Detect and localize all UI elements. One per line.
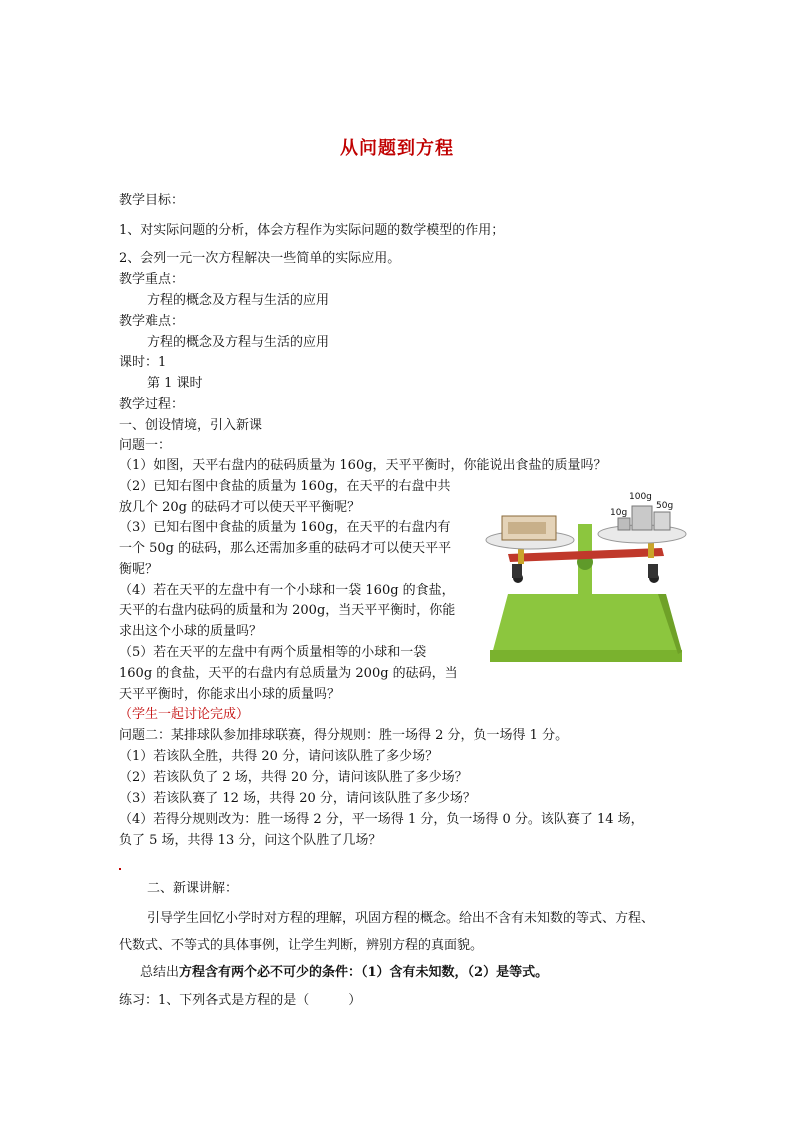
question-1-item-5a: （5）若在天平的左盘中有两个质量相等的小球和一袋 <box>119 645 427 660</box>
difficulties-text: 方程的概念及方程与生活的应用 <box>147 335 330 350</box>
lecture-paragraph-1a: 引导学生回忆小学时对方程的理解，巩固方程的概念。给出不含有未知数的等式、方程、 <box>147 911 655 926</box>
question-1-item-1: （1）如图，天平右盘内的砝码质量为 160g，天平平衡时，你能说出食盐的质量吗？ <box>119 458 607 473</box>
objective-2: 2、会列一元一次方程解决一些简单的实际应用。 <box>119 251 401 266</box>
question-2-item-4a: （4）若得分规则改为：胜一场得 2 分，平一场得 1 分，负一场得 0 分。该队赛了 14 场， <box>119 812 644 827</box>
balance-scale-figure <box>482 486 690 668</box>
weight-label-100g: 100g <box>629 492 652 502</box>
marker-dot <box>119 868 121 870</box>
question-1-item-4c: 求出这个小球的质量吗？ <box>119 624 263 639</box>
difficulties-heading: 教学难点： <box>119 314 185 329</box>
lesson-hours: 课时：1 <box>119 355 167 370</box>
question-2-item-2: （2）若该队负了 2 场，共得 20 分，请问该队胜了多少场？ <box>119 770 468 785</box>
question-1-heading: 问题一： <box>119 438 172 453</box>
balance-scale-illustration <box>482 486 690 668</box>
section-1-heading: 一、创设情境，引入新课 <box>119 418 263 433</box>
question-1-item-5c: 天平平衡时，你能求出小球的质量吗？ <box>119 687 341 702</box>
question-1-item-4b: 天平的右盘内砝码的质量和为 200g，当天平平衡时，你能 <box>119 603 456 618</box>
question-2-item-4b: 负了 5 场，共得 13 分，问这个队胜了几场？ <box>119 833 382 848</box>
question-1-item-3c: 衡呢？ <box>119 562 159 577</box>
section-2-heading: 二、新课讲解： <box>147 881 239 896</box>
question-1-item-3a: （3）已知右图中食盐的质量为 160g，在天平的右盘内有 <box>119 520 451 535</box>
weight-label-10g: 10g <box>610 508 628 518</box>
question-1-item-2b: 放几个 20g 的砝码才可以使天平平衡呢？ <box>119 500 361 515</box>
lesson-number: 第 1 课时 <box>147 376 203 391</box>
question-1-item-5b: 160g 的食盐，天平的右盘内有总质量为 200g 的砝码，当 <box>119 666 458 681</box>
question-1-item-2a: （2）已知右图中食盐的质量为 160g，在天平的右盘中共 <box>119 479 451 494</box>
exercise-1: 练习：1、下列各式是方程的是（ ） <box>119 993 362 1008</box>
question-2-item-3: （3）若该队赛了 12 场，共得 20 分，请问该队胜了多少场？ <box>119 791 476 806</box>
question-2-heading: 问题二：某排球队参加排球联赛，得分规则：胜一场得 2 分，负一场得 1 分。 <box>119 728 569 743</box>
question-1-item-3b: 一个 50g 的砝码，那么还需加多重的砝码才可以使天平平 <box>119 541 452 556</box>
page-title: 从问题到方程 <box>340 138 454 159</box>
question-1-item-4a: （4）若在天平的左盘中有一个小球和一袋 160g 的食盐， <box>119 583 455 598</box>
objectives-heading: 教学目标： <box>119 193 185 208</box>
key-points-heading: 教学重点： <box>119 272 185 287</box>
objective-1: 1、对实际问题的分析，体会方程作为实际问题的数学模型的作用； <box>119 223 505 238</box>
process-heading: 教学过程： <box>119 397 185 412</box>
discussion-note: （学生一起讨论完成） <box>119 707 250 722</box>
key-points-text: 方程的概念及方程与生活的应用 <box>147 293 330 308</box>
lecture-paragraph-1b: 代数式、不等式的具体事例，让学生判断，辨别方程的真面貌。 <box>119 938 484 953</box>
question-2-item-1: （1）若该队全胜，共得 20 分，请问该队胜了多少场？ <box>119 749 439 764</box>
weight-label-50g: 50g <box>656 501 674 511</box>
summary-emphasis: 方程含有两个必不可少的条件：（1）含有未知数，（2）是等式。 <box>179 965 549 980</box>
summary-prefix: 总结出 <box>140 965 180 980</box>
summary-line <box>140 964 548 981</box>
